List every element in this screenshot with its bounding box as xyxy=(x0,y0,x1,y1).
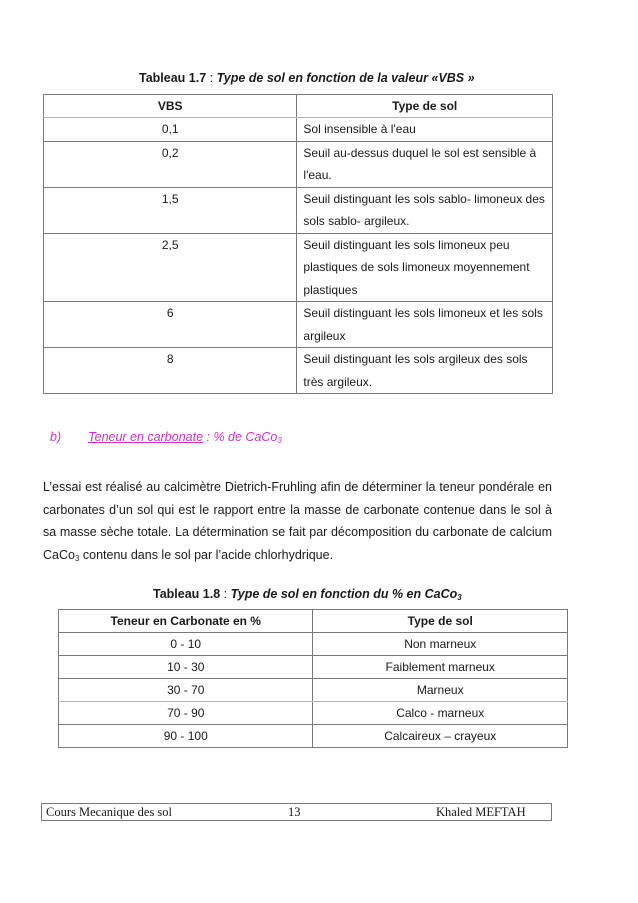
table-1-7-caption xyxy=(139,71,475,85)
caption-label: Tableau 1.7 xyxy=(139,71,207,85)
caption-label: Tableau 1.8 xyxy=(153,587,221,601)
page-footer xyxy=(41,803,552,821)
soil-type: Faiblement marneux xyxy=(313,656,568,679)
caption-title: Type de sol en fonction du % en CaCo xyxy=(230,587,458,601)
table-row xyxy=(59,633,568,656)
table-row xyxy=(44,302,553,348)
body-paragraph xyxy=(43,476,552,570)
table-row xyxy=(59,656,568,679)
table-row xyxy=(44,141,553,187)
table-row xyxy=(59,679,568,702)
carbonate-range: 70 - 90 xyxy=(59,702,313,725)
soil-type: Seuil distinguant les sols argileux des sols très argileux. xyxy=(297,348,553,394)
table-row xyxy=(44,187,553,233)
vbs-value: 0,2 xyxy=(44,141,297,187)
section-b-heading xyxy=(50,430,282,445)
soil-type: Calco - marneux xyxy=(313,702,568,725)
vbs-value: 0,1 xyxy=(44,118,297,142)
table-1-8-caption xyxy=(153,587,462,602)
section-title-rest: : % de CaCo xyxy=(203,430,278,444)
table-row xyxy=(44,233,553,302)
table-header-row xyxy=(59,610,568,633)
section-marker: b) xyxy=(50,430,62,444)
caption-subscript: 3 xyxy=(457,593,462,602)
soil-type: Calcaireux – crayeux xyxy=(313,725,568,748)
soil-type: Seuil distinguant les sols sablo- limoneux des sols sablo- argileux. xyxy=(297,187,553,233)
vbs-value: 8 xyxy=(44,348,297,394)
section-subscript: 3 xyxy=(277,436,282,445)
table-row xyxy=(59,725,568,748)
header-type-de-sol: Type de sol xyxy=(313,610,568,633)
header-vbs: VBS xyxy=(44,95,297,118)
soil-type: Seuil au-dessus duquel le sol est sensible à l'eau. xyxy=(297,141,553,187)
carbonate-range: 30 - 70 xyxy=(59,679,313,702)
soil-type: Non marneux xyxy=(313,633,568,656)
soil-type: Marneux xyxy=(313,679,568,702)
header-type-de-sol: Type de sol xyxy=(297,95,553,118)
table-row xyxy=(59,702,568,725)
header-carbonate: Teneur en Carbonate en % xyxy=(59,610,313,633)
soil-type: Seuil distinguant les sols limoneux et les sols argileux xyxy=(297,302,553,348)
soil-type: Seuil distinguant les sols limoneux peu plastiques de sols limoneux moyennement plastiques xyxy=(297,233,553,302)
caption-separator: : xyxy=(206,71,217,85)
table-row xyxy=(44,118,553,142)
table-row xyxy=(44,348,553,394)
paragraph-text: L’essai est réalisé au calcimètre Dietrich-Fruhling afin de déterminer la teneur pondérale en carbonates d’un sol qui est le rapport entre la masse de carbonate contenue dans le sol à sa masse sèche totale. La détermination se fait par décomposition du carbonate de calcium CaCo xyxy=(43,480,552,562)
footer-page-number: 13 xyxy=(288,805,301,819)
caption-separator: : xyxy=(220,587,231,601)
table-1-7 xyxy=(43,94,553,394)
vbs-value: 1,5 xyxy=(44,187,297,233)
vbs-value: 6 xyxy=(44,302,297,348)
table-1-8 xyxy=(58,609,568,748)
carbonate-range: 10 - 30 xyxy=(59,656,313,679)
caption-title: Type de sol en fonction de la valeur «VBS » xyxy=(216,71,475,85)
vbs-value: 2,5 xyxy=(44,233,297,302)
carbonate-range: 90 - 100 xyxy=(59,725,313,748)
footer-author: Khaled MEFTAH xyxy=(436,805,526,819)
footer-course-title: Cours Mecanique des sol xyxy=(46,805,173,819)
section-title: Teneur en carbonate xyxy=(88,430,204,444)
table-header-row xyxy=(44,95,553,118)
soil-type: Sol insensible à l'eau xyxy=(297,118,553,142)
paragraph-text-end: contenu dans le sol par l’acide chlorhydrique. xyxy=(79,547,334,562)
carbonate-range: 0 - 10 xyxy=(59,633,313,656)
paragraph-subscript: 3 xyxy=(74,553,80,563)
